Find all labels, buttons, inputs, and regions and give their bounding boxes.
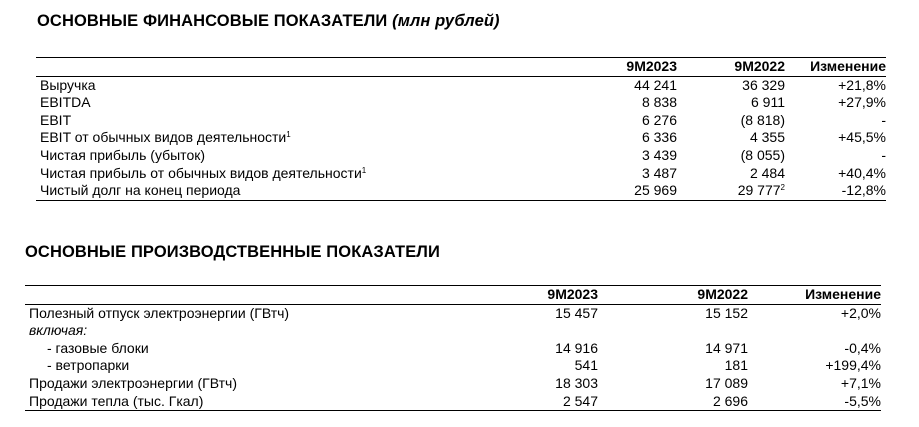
value-9m2023: 18 303 [555, 374, 598, 391]
value-9m2022-cell [677, 182, 785, 200]
footnote-marker: 1 [286, 130, 291, 140]
value-9m2022: 29 777 [737, 182, 781, 199]
financial-section-title [37, 12, 500, 31]
table-row [36, 76, 886, 94]
row-label: Чистая прибыль от обычных видов деятельности [40, 164, 362, 181]
value-9m2022: 2 696 [598, 393, 748, 411]
value-9m2023: 15 457 [555, 304, 598, 321]
value-9m2022: 2 484 [749, 164, 785, 181]
value-9m2022: 17 089 [705, 374, 748, 391]
value-change: +199,4% [825, 357, 881, 374]
header-label-cell [25, 286, 423, 305]
header-label-cell [36, 58, 466, 77]
value-9m2022: 6 911 [751, 94, 785, 111]
row-label: Полезный отпуск электроэнергии (ГВтч) [29, 304, 290, 321]
table-row [36, 129, 886, 147]
financial-title-unit: (млн рублей) [392, 12, 500, 30]
empty-cell [598, 322, 748, 340]
financial-title-text: ОСНОВНЫЕ ФИНАНСОВЫЕ ПОКАЗАТЕЛИ [37, 12, 388, 30]
header-9m2023: 9М2023 [466, 58, 677, 77]
value-change: -5,5% [748, 393, 881, 411]
row-label: EBITDA [40, 94, 91, 111]
financial-header-row [36, 58, 886, 77]
header-change: Изменение [785, 58, 886, 77]
value-9m2023: 14 916 [555, 339, 598, 356]
value-change: +21,8% [838, 76, 886, 93]
row-label: EBIT от обычных видов деятельности [40, 129, 287, 146]
table-row [36, 182, 886, 200]
footnote-marker: 2 [780, 183, 785, 193]
value-9m2022: 15 152 [705, 304, 748, 321]
value-9m2023: 44 241 [634, 76, 677, 93]
table-row [36, 94, 886, 112]
production-header-row [25, 286, 881, 305]
table-row [25, 375, 881, 393]
empty-cell [423, 322, 598, 340]
value-9m2023: 3 487 [641, 164, 677, 181]
table-row [25, 304, 881, 322]
row-label-cell [36, 165, 466, 183]
row-label: Продажи тепла (тыс. Гкал) [25, 393, 423, 411]
value-change: -12,8% [785, 182, 886, 200]
row-label: - ветропарки [47, 357, 130, 374]
value-9m2022: (8 055) [740, 146, 785, 163]
production-section-title: ОСНОВНЫЕ ПРОИЗВОДСТВЕННЫЕ ПОКАЗАТЕЛИ [25, 243, 440, 261]
row-label: Продажи электроэнергии (ГВтч) [29, 374, 237, 391]
table-row [36, 147, 886, 165]
value-9m2023: 541 [574, 357, 598, 374]
value-9m2023: 2 547 [423, 393, 598, 411]
value-9m2023: 3 439 [641, 146, 677, 163]
empty-cell [748, 322, 881, 340]
value-change: +2,0% [840, 304, 881, 321]
value-change: +27,9% [838, 94, 886, 111]
table-row [25, 357, 881, 375]
value-9m2022: 181 [724, 357, 748, 374]
table-row [25, 393, 881, 411]
table-row [36, 165, 886, 183]
value-9m2023: 8 838 [641, 94, 677, 111]
value-change: -0,4% [844, 339, 881, 356]
value-9m2022: 4 355 [749, 129, 785, 146]
value-9m2023: 6 276 [641, 111, 677, 128]
value-9m2023: 25 969 [466, 182, 677, 200]
value-change: - [881, 111, 886, 128]
row-label-including: включая: [29, 322, 88, 339]
financial-table [36, 57, 886, 201]
production-table [25, 285, 881, 411]
header-9m2023: 9М2023 [423, 286, 598, 305]
value-change: - [881, 146, 886, 163]
value-change: +40,4% [838, 164, 886, 181]
header-9m2022: 9М2022 [598, 286, 748, 305]
row-label: Чистая прибыль (убыток) [40, 146, 206, 163]
value-change: +45,5% [838, 129, 886, 146]
row-label: EBIT [40, 111, 72, 128]
value-9m2022: (8 818) [740, 111, 785, 128]
header-9m2022: 9М2022 [677, 58, 785, 77]
value-9m2023: 6 336 [641, 129, 677, 146]
row-label: Чистый долг на конец периода [36, 182, 466, 200]
row-label-cell [36, 129, 466, 147]
header-change: Изменение [748, 286, 881, 305]
footnote-marker: 1 [361, 165, 367, 175]
value-9m2022: 36 329 [742, 76, 785, 93]
row-label: Выручка [40, 76, 96, 93]
value-change: +7,1% [840, 374, 881, 391]
value-9m2022: 14 971 [705, 339, 748, 356]
row-label: - газовые блоки [47, 339, 149, 356]
table-row [25, 322, 881, 340]
table-row [36, 112, 886, 130]
table-row [25, 340, 881, 358]
